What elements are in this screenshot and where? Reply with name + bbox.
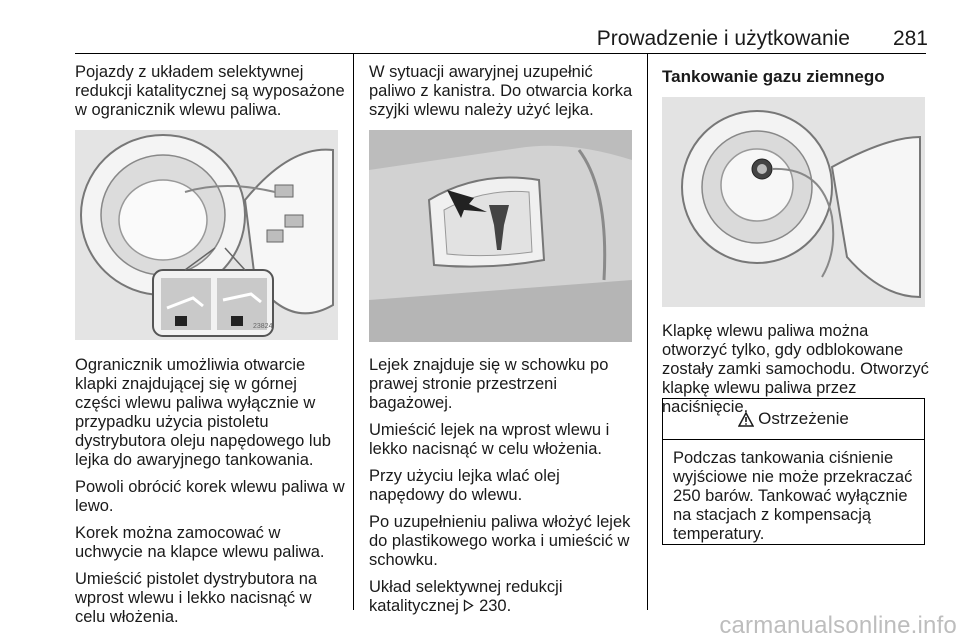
left-paragraph: Powoli obrócić korek wlewu paliwa w lewo. <box>75 478 345 515</box>
left-column <box>75 63 345 128</box>
figure-code: 23824 <box>253 323 273 330</box>
section-title: Tankowanie gazu ziemnego <box>662 67 885 86</box>
middle-body <box>369 356 637 625</box>
column-divider-right <box>647 54 648 610</box>
middle-paragraph: Lejek znajduje się w schowku po prawej stronie przestrzeni bagażowej. <box>369 356 609 412</box>
left-intro-paragraph: Pojazdy z układem selektywnej redukcji katalitycznej są wyposażone w ogranicznik wlewu paliwa. <box>75 63 345 119</box>
crossref-text: Układ selektywnej redukcji katalitycznej <box>369 578 563 615</box>
crossref-arrow-icon <box>463 598 474 617</box>
right-paragraph: Klapkę wlewu paliwa można otworzyć tylko, gdy odblokowane zostały zamki samochodu. Otworzyć klapkę wlewu paliwa przez naciśnięcie. <box>662 322 929 416</box>
warning-body: Podczas tankowania ciśnienie wyjściowe nie może przekraczać 250 barów. Tankować wyłącznie na stacjach z kompensacją temperatury. <box>673 449 913 543</box>
middle-paragraph: Przy użyciu lejka wlać olej napędowy do wlewu. <box>369 467 560 504</box>
middle-paragraph: Po uzupełnieniu paliwa włożyć lejek do plastikowego worka i umieścić w schowku. <box>369 513 631 569</box>
middle-column <box>369 63 637 128</box>
crossref-page-link[interactable]: 230. <box>479 597 512 615</box>
watermark: carmanualsonline.info <box>719 612 957 639</box>
crossref-paragraph <box>369 578 637 617</box>
page-number: 281 <box>892 27 928 50</box>
warning-triangle-icon <box>738 412 754 427</box>
funnel-storage-illustration <box>369 130 632 342</box>
left-paragraph: Korek można zamocować w uchwycie na klapce wlewu paliwa. <box>75 524 325 561</box>
header-rule <box>75 53 926 54</box>
fuel-filler-restrictor-illustration <box>75 130 338 340</box>
running-header: Prowadzenie i użytkowanie <box>596 27 850 50</box>
middle-intro-paragraph: W sytuacji awaryjnej uzupełnić paliwo z kanistra. Do otwarcia korka szyjki wlewu należy użyć lejka. <box>369 63 633 119</box>
left-paragraph: Umieścić pistolet dystrybutora na wprost wlewu i lekko nacisnąć w celu włożenia. <box>75 570 318 626</box>
warning-box <box>662 398 925 545</box>
column-divider-left <box>353 54 354 610</box>
middle-paragraph: Umieścić lejek na wprost wlewu i lekko nacisnąć w celu włożenia. <box>369 421 610 458</box>
natural-gas-filler-illustration <box>662 97 925 307</box>
left-body <box>75 356 345 635</box>
right-column <box>662 67 937 86</box>
warning-title: Ostrzeżenie <box>758 409 849 428</box>
warning-header <box>663 399 924 440</box>
left-paragraph: Ogranicznik umożliwia otwarcie klapki znajdującej się w górnej części wlewu paliwa wyłącznie w przypadku użycia pistoletu dystrybutora oleju napędowego lub lejka do awaryjnego tankowania. <box>75 356 331 469</box>
